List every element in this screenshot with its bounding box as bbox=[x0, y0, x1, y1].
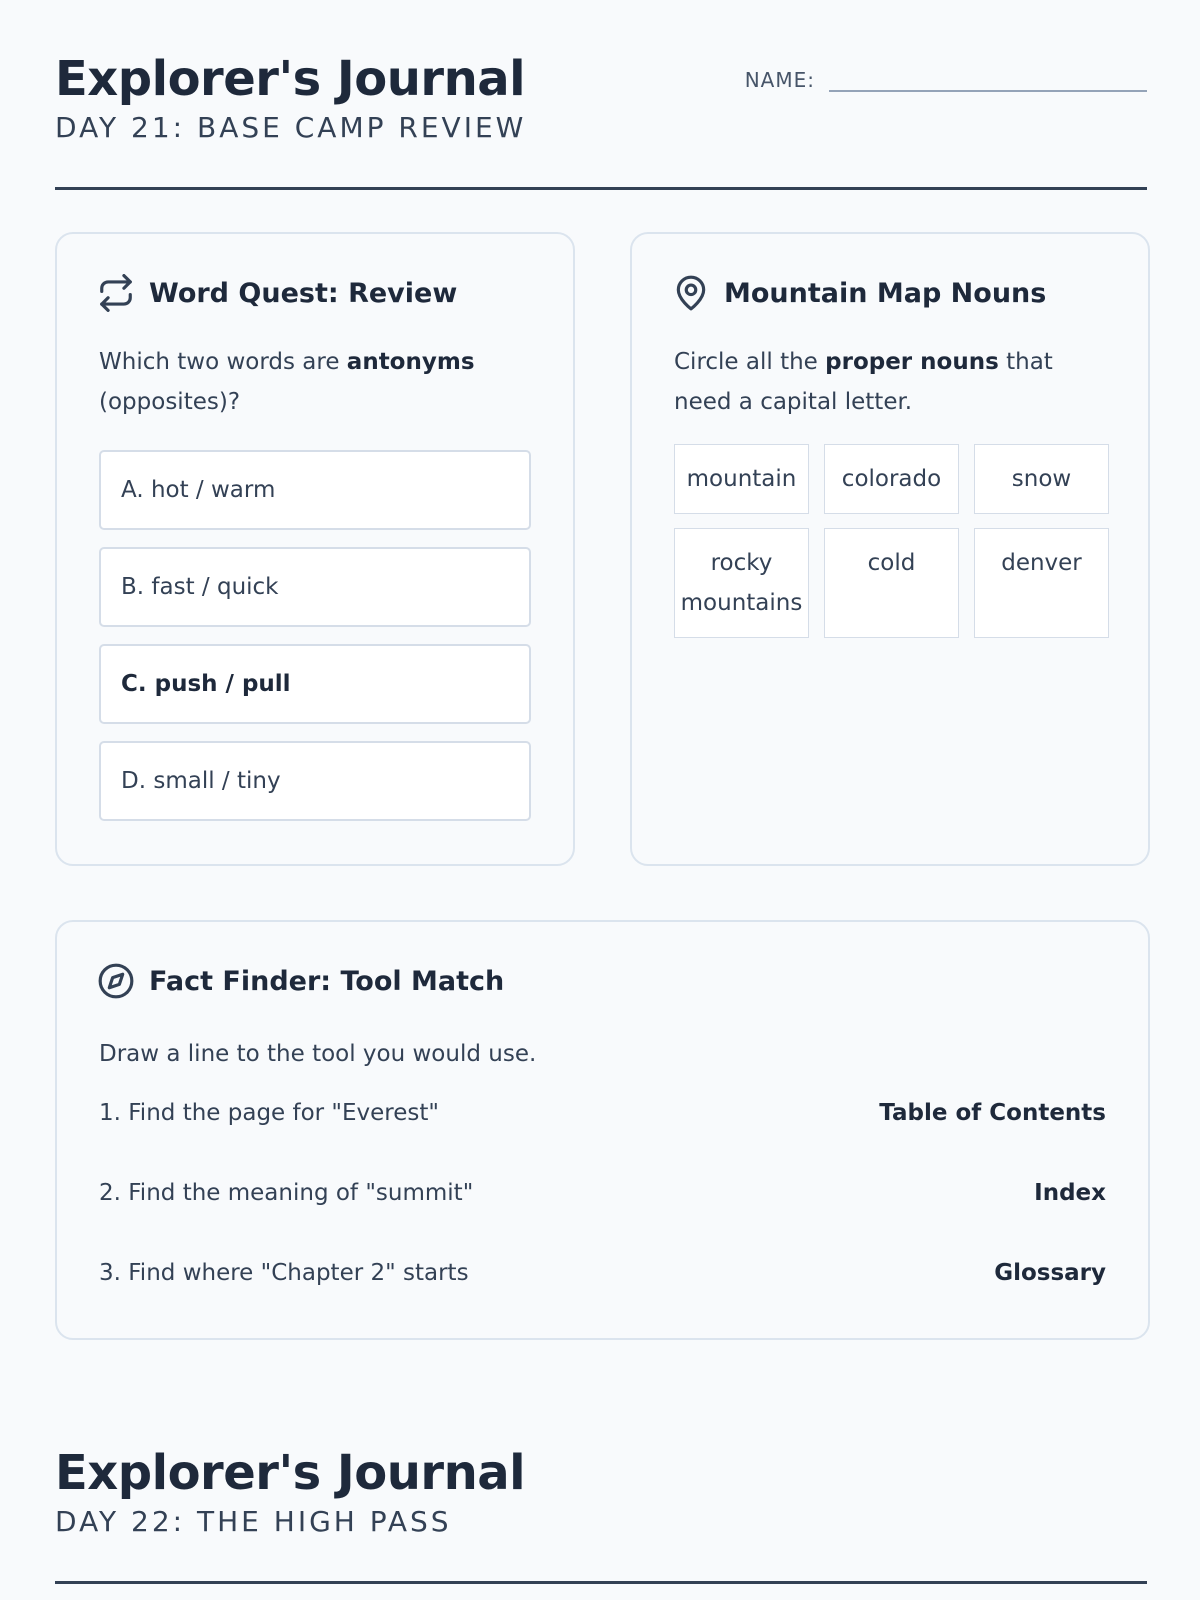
word-cell[interactable]: cold bbox=[824, 528, 959, 638]
match-tool[interactable]: Table of Contents bbox=[879, 1100, 1106, 1126]
name-block bbox=[745, 60, 1147, 92]
prompt-text-end: that need a capital letter. bbox=[674, 349, 1053, 415]
answer-option-d[interactable]: D. small / tiny bbox=[99, 741, 531, 821]
prompt-text: Circle all the bbox=[674, 349, 826, 375]
match-tool[interactable]: Glossary bbox=[994, 1260, 1106, 1286]
fact-finder-prompt: Draw a line to the tool you would use. bbox=[99, 1041, 537, 1067]
compass-icon bbox=[97, 962, 135, 1000]
answer-option-b[interactable]: B. fast / quick bbox=[99, 547, 531, 627]
answer-option-a[interactable]: A. hot / warm bbox=[99, 450, 531, 530]
answer-option-c[interactable]: C. push / pull bbox=[99, 644, 531, 724]
name-field[interactable] bbox=[829, 60, 1147, 92]
word-cell[interactable]: snow bbox=[974, 444, 1109, 514]
prompt-keyword: proper nouns bbox=[825, 349, 999, 375]
prompt-text-end: (opposites)? bbox=[99, 389, 241, 415]
map-nouns-title: Mountain Map Nouns bbox=[724, 277, 1047, 309]
map-nouns-header bbox=[672, 274, 1046, 312]
word-quest-title: Word Quest: Review bbox=[149, 277, 458, 309]
match-row bbox=[99, 1180, 1106, 1206]
fact-finder-card bbox=[55, 920, 1150, 1340]
word-cell[interactable]: denver bbox=[974, 528, 1109, 638]
day-subtitle: DAY 21: BASE CAMP REVIEW bbox=[55, 111, 527, 145]
match-tool[interactable]: Index bbox=[1034, 1180, 1106, 1206]
page-header bbox=[55, 52, 1147, 192]
day-subtitle: DAY 22: THE HIGH PASS bbox=[55, 1505, 452, 1539]
page-header-2 bbox=[55, 1446, 1147, 1586]
match-task: 2. Find the meaning of "summit" bbox=[99, 1180, 474, 1206]
word-quest-header bbox=[97, 274, 457, 312]
header-divider bbox=[55, 1581, 1147, 1584]
journal-title: Explorer's Journal bbox=[55, 51, 526, 107]
match-row bbox=[99, 1100, 1106, 1126]
fact-finder-header bbox=[97, 962, 504, 1000]
prompt-text: Which two words are bbox=[99, 349, 347, 375]
map-pin-icon bbox=[672, 274, 710, 312]
name-label: NAME: bbox=[744, 68, 815, 92]
map-nouns-card bbox=[630, 232, 1150, 866]
word-cell[interactable]: colorado bbox=[824, 444, 959, 514]
word-quest-prompt bbox=[99, 342, 539, 422]
header-divider bbox=[55, 187, 1147, 190]
match-task: 3. Find where "Chapter 2" starts bbox=[99, 1260, 469, 1286]
prompt-keyword: antonyms bbox=[346, 349, 475, 375]
word-quest-card bbox=[55, 232, 575, 866]
fact-finder-title: Fact Finder: Tool Match bbox=[149, 965, 505, 997]
word-cell[interactable]: mountain bbox=[674, 444, 809, 514]
repeat-icon bbox=[97, 274, 135, 312]
match-row bbox=[99, 1260, 1106, 1286]
word-cell[interactable]: rocky mountains bbox=[674, 528, 809, 638]
journal-title: Explorer's Journal bbox=[55, 1445, 526, 1501]
map-nouns-prompt bbox=[674, 342, 1114, 422]
match-task: 1. Find the page for "Everest" bbox=[99, 1100, 439, 1126]
